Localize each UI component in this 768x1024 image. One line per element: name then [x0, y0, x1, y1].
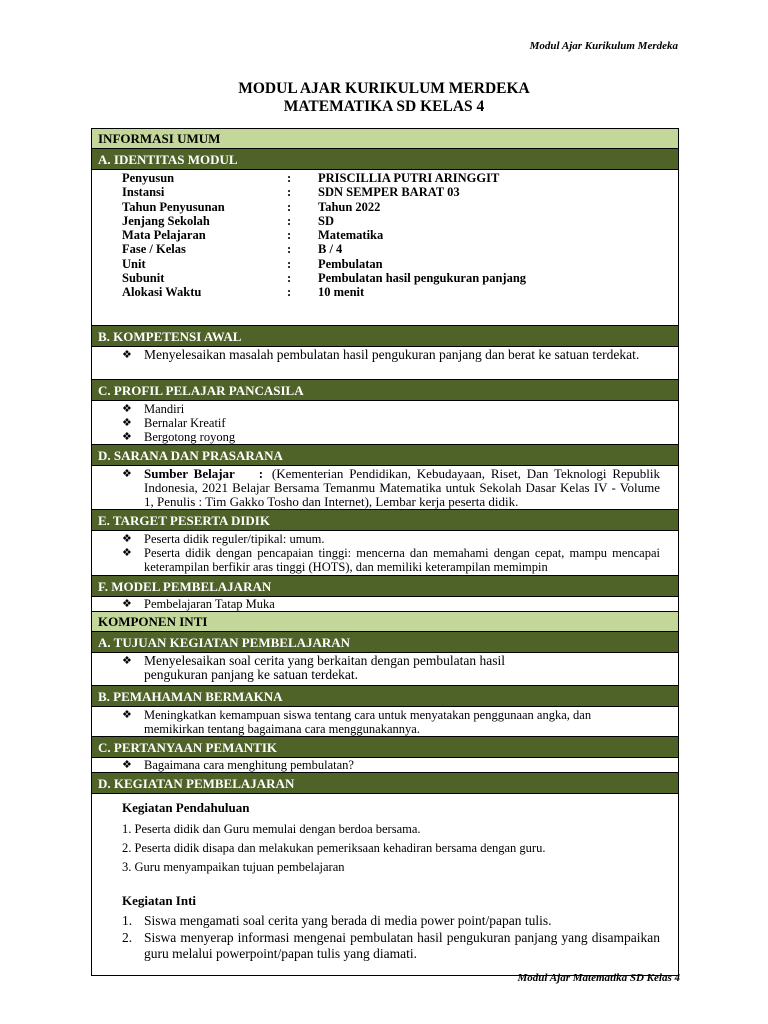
- list-item-text: Bagaimana cara menghitung pembulatan?: [144, 758, 354, 772]
- list-item-text: Bernalar Kreatif: [144, 416, 226, 430]
- inti-item: [122, 913, 660, 930]
- diamond-bullet-icon: ❖: [122, 417, 132, 429]
- kompetensi-awal-section: [92, 347, 678, 380]
- model-pembelajaran-section: [92, 597, 678, 612]
- identitas-key: Instansi: [122, 185, 165, 200]
- inti-item: [122, 930, 660, 963]
- identitas-key: Tahun Penyusunan: [122, 199, 225, 214]
- identitas-key: Mata Pelajaran: [122, 228, 206, 243]
- list-item: [122, 654, 558, 682]
- document-title: [0, 80, 768, 116]
- list-item-text: Meningkatkan kemampuan siswa tentang cara untuk menyatakan penggunaan angka, dan memikirkan tentang bagaimana cara menggunakannya.: [144, 708, 592, 736]
- list-item: [122, 546, 660, 574]
- identitas-table: [122, 171, 526, 300]
- target-list: [92, 532, 678, 574]
- pendahuluan-item: 3. Guru menyampaikan tujuan pembelajaran: [122, 860, 345, 874]
- pendahuluan-item: 2. Peserta didik disapa dan melakukan pemeriksaan kehadiran bersama dengan guru.: [122, 841, 546, 855]
- list-item: [122, 708, 618, 736]
- kompetensi-awal-header: B. KOMPETENSI AWAL: [92, 326, 678, 347]
- sumber-belajar-text: (Kementerian Pendidikan, Kebudayaan, Riset, Dan Teknologi Republik Indonesia, 2021 Belajar Bersama Temanmu Matematika untuk Sekolah Dasar Kelas IV - Volume 1, Penulis : Tim Gakko Tosho dan Internet), Lembar kerja peserta didik.: [144, 466, 661, 509]
- tujuan-section: [92, 653, 678, 686]
- identitas-value: PRISCILLIA PUTRI ARINGGIT: [318, 171, 500, 185]
- identitas-row: [122, 228, 526, 242]
- sumber-belajar-label: Sumber Belajar: [144, 466, 235, 481]
- kompetensi-list: [92, 348, 678, 362]
- tujuan-header: A. TUJUAN KEGIATAN PEMBELAJARAN: [92, 632, 678, 653]
- target-peserta-section: [92, 531, 678, 576]
- inti-list: [122, 913, 660, 963]
- list-item-text: Bergotong royong: [144, 430, 236, 444]
- running-header: Modul Ajar Kurikulum Merdeka: [529, 40, 678, 52]
- identitas-value: Pembulatan hasil pengukuran panjang: [318, 271, 527, 286]
- identitas-key: Jenjang Sekolah: [122, 213, 210, 228]
- diamond-bullet-icon: ❖: [122, 533, 132, 545]
- informasi-umum-header: INFORMASI UMUM: [92, 129, 678, 149]
- kegiatan-header: D. KEGIATAN PEMBELAJARAN: [92, 773, 678, 794]
- model-pembelajaran-header: F. MODEL PEMBELAJARAN: [92, 576, 678, 597]
- diamond-bullet-icon: ❖: [122, 547, 132, 559]
- diamond-bullet-icon: ❖: [122, 403, 132, 415]
- identitas-row: [122, 185, 526, 199]
- profil-pelajar-section: [92, 401, 678, 445]
- diamond-bullet-icon: ❖: [122, 759, 132, 771]
- identitas-modul-section: [92, 170, 678, 326]
- kegiatan-inti-title: Kegiatan Inti: [122, 893, 197, 908]
- list-item: [122, 348, 660, 362]
- pertanyaan-section: [92, 758, 678, 773]
- identitas-row: [122, 242, 526, 256]
- inti-item-text: Siswa mengamati soal cerita yang berada di media power point/papan tulis.: [144, 913, 552, 928]
- list-item: [122, 758, 660, 772]
- identitas-row: [122, 257, 526, 271]
- list-item: [122, 430, 660, 444]
- identitas-key: Penyusun: [122, 171, 175, 185]
- kegiatan-pendahuluan-title: Kegiatan Pendahuluan: [122, 800, 250, 815]
- diamond-bullet-icon: ❖: [122, 598, 132, 610]
- pendahuluan-list: [122, 820, 660, 877]
- list-item-text: Menyelesaikan masalah pembulatan hasil pengukuran panjang dan berat ke satuan terdekat.: [144, 347, 640, 362]
- pemahaman-header: B. PEMAHAMAN BERMAKNA: [92, 686, 678, 707]
- identitas-colon: :: [287, 199, 292, 214]
- identitas-key: Subunit: [122, 271, 165, 286]
- identitas-value: 10 menit: [318, 285, 365, 300]
- sarana-prasarana-header: D. SARANA DAN PRASARANA: [92, 445, 678, 466]
- sarana-list: [92, 467, 678, 509]
- sumber-belajar-colon: :: [258, 466, 264, 481]
- identitas-modul-header: A. IDENTITAS MODUL: [92, 149, 678, 170]
- pertanyaan-list: [92, 758, 678, 772]
- kegiatan-section: [92, 794, 678, 975]
- list-item: [122, 597, 660, 611]
- list-item: [122, 532, 660, 546]
- model-list: [92, 597, 678, 611]
- identitas-key: Alokasi Waktu: [122, 285, 202, 300]
- inti-item-number: 2.: [122, 929, 133, 945]
- identitas-colon: :: [287, 185, 292, 200]
- inti-item-text: Siswa menyerap informasi mengenai pembulatan hasil pengukuran panjang yang disampaikan guru melalui powerpoint/papan tulis yang diamati.: [144, 929, 660, 961]
- running-footer: Modul Ajar Matematika SD Kelas 4: [517, 972, 680, 984]
- identitas-key: Fase / Kelas: [122, 242, 186, 257]
- identitas-row: [122, 171, 526, 185]
- pertanyaan-header: C. PERTANYAAN PEMANTIK: [92, 737, 678, 758]
- profil-list: [92, 402, 678, 444]
- inti-item-number: 1.: [122, 913, 133, 928]
- list-item: [122, 416, 660, 430]
- identitas-colon: :: [287, 256, 292, 271]
- module-table: [91, 128, 679, 976]
- sarana-prasarana-section: [92, 466, 678, 510]
- diamond-bullet-icon: ❖: [122, 709, 132, 721]
- komponen-inti-header: KOMPONEN INTI: [92, 612, 678, 632]
- identitas-colon: :: [287, 271, 292, 286]
- pendahuluan-item: 1. Peserta didik dan Guru memulai dengan berdoa bersama.: [122, 822, 421, 836]
- identitas-colon: :: [287, 171, 292, 185]
- list-item-text: Peserta didik dengan pencapaian tinggi: mencerna dan memahami dengan cepat, mampu mencapai keterampilan berfikir aras tinggi (HOTS), dan memiliki keterampilan memimpin: [144, 546, 660, 574]
- identitas-key: Unit: [122, 256, 146, 271]
- list-item-text: Pembelajaran Tatap Muka: [144, 597, 275, 611]
- identitas-colon: :: [287, 242, 292, 257]
- identitas-value: Pembulatan: [318, 256, 383, 271]
- pemahaman-section: [92, 707, 678, 737]
- title-line-1: MODUL AJAR KURIKULUM MERDEKA: [238, 80, 530, 97]
- title-line-2: MATEMATIKA SD KELAS 4: [283, 98, 485, 115]
- profil-pelajar-header: C. PROFIL PELAJAR PANCASILA: [92, 380, 678, 401]
- diamond-bullet-icon: ❖: [122, 431, 132, 443]
- list-item-text: Mandiri: [144, 402, 185, 416]
- identitas-colon: :: [287, 285, 292, 300]
- list-item: [122, 402, 660, 416]
- identitas-value: SD: [318, 213, 334, 228]
- list-item-text: Menyelesaikan soal cerita yang berkaitan dengan pembulatan hasil pengukuran panjang ke satuan terdekat.: [144, 653, 505, 682]
- identitas-row: [122, 200, 526, 214]
- list-item-text: Peserta didik reguler/tipikal: umum.: [144, 532, 325, 546]
- identitas-colon: :: [287, 213, 292, 228]
- identitas-row: [122, 285, 526, 299]
- identitas-value: B / 4: [318, 242, 343, 257]
- tujuan-list: [92, 654, 678, 682]
- diamond-bullet-icon: ❖: [122, 349, 132, 361]
- identitas-row: [122, 214, 526, 228]
- identitas-value: Tahun 2022: [318, 199, 381, 214]
- identitas-row: [122, 271, 526, 285]
- target-peserta-header: E. TARGET PESERTA DIDIK: [92, 510, 678, 531]
- identitas-value: SDN SEMPER BARAT 03: [318, 185, 460, 200]
- diamond-bullet-icon: ❖: [122, 655, 132, 667]
- diamond-bullet-icon: ❖: [122, 468, 132, 480]
- identitas-colon: :: [287, 228, 292, 243]
- pemahaman-list: [92, 708, 678, 736]
- sarana-item: [122, 467, 660, 509]
- identitas-value: Matematika: [318, 228, 384, 243]
